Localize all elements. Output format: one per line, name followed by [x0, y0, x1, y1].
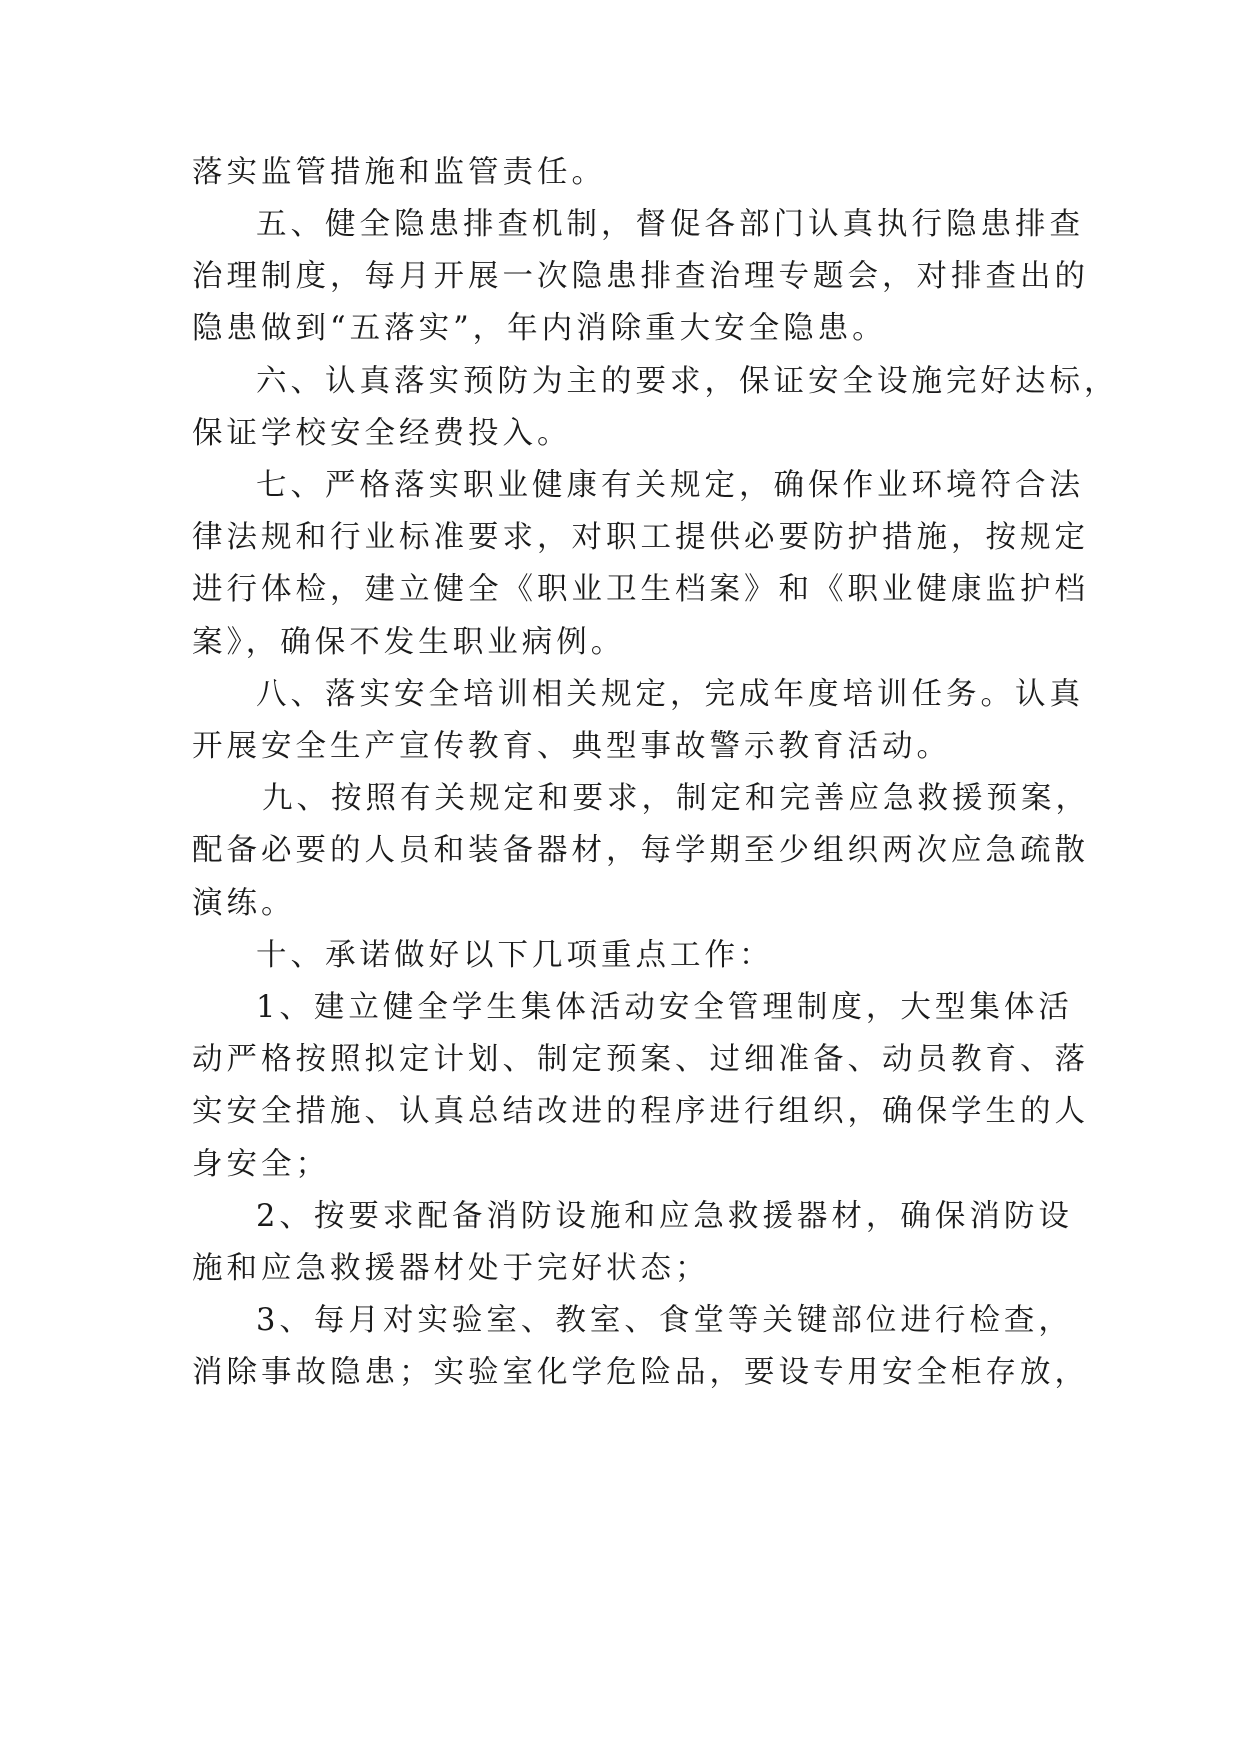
text-line: 五、健全隐患排查机制，督促各部门认真执行隐患排查: [256, 207, 1084, 242]
text-line: 动严格按照拟定计划、制定预案、过细准备、动员教育、落: [192, 1042, 1089, 1077]
text-line: 实安全措施、认真总结改进的程序进行组织，确保学生的人: [192, 1094, 1089, 1129]
text-line: 九、按照有关规定和要求，制定和完善应急救援预案，: [262, 781, 1090, 816]
text-line: 身安全；: [192, 1147, 330, 1182]
text-line: 治理制度，每月开展一次隐患排查治理专题会，对排查出的: [192, 259, 1089, 294]
text-line: 律法规和行业标准要求，对职工提供必要防护措施，按规定: [192, 520, 1089, 555]
text-line: 保证学校安全经费投入。: [192, 416, 572, 451]
text-line: 1、建立健全学生集体活动安全管理制度，大型集体活: [256, 990, 1073, 1025]
text-line: 消除事故隐患；实验室化学危险品，要设专用安全柜存放，: [192, 1355, 1089, 1390]
text-line: 进行体检，建立健全《职业卫生档案》和《职业健康监护档: [192, 572, 1089, 607]
text-line: 配备必要的人员和装备器材，每学期至少组织两次应急疏散: [192, 833, 1089, 868]
text-line: 案》，确保不发生职业病例。: [192, 625, 626, 660]
text-line: 十、承诺做好以下几项重点工作：: [256, 938, 774, 973]
text-line: 演练。: [192, 886, 296, 921]
text-line: 3、每月对实验室、教室、食堂等关键部位进行检查，: [256, 1303, 1073, 1338]
text-line: 落实监管措施和监管责任。: [192, 155, 606, 190]
text-line: 七、严格落实职业健康有关规定，确保作业环境符合法: [256, 468, 1084, 503]
text-line: 八、落实安全培训相关规定，完成年度培训任务。认真: [256, 677, 1084, 712]
text-line: 2、按要求配备消防设施和应急救援器材，确保消防设: [256, 1199, 1073, 1234]
text-line: 开展安全生产宣传教育、典型事故警示教育活动。: [192, 729, 951, 764]
text-line: 六、认真落实预防为主的要求，保证安全设施完好达标，: [256, 364, 1119, 399]
text-line: 施和应急救援器材处于完好状态；: [192, 1251, 710, 1286]
text-line: 隐患做到“五落实”，年内消除重大安全隐患。: [192, 311, 887, 346]
